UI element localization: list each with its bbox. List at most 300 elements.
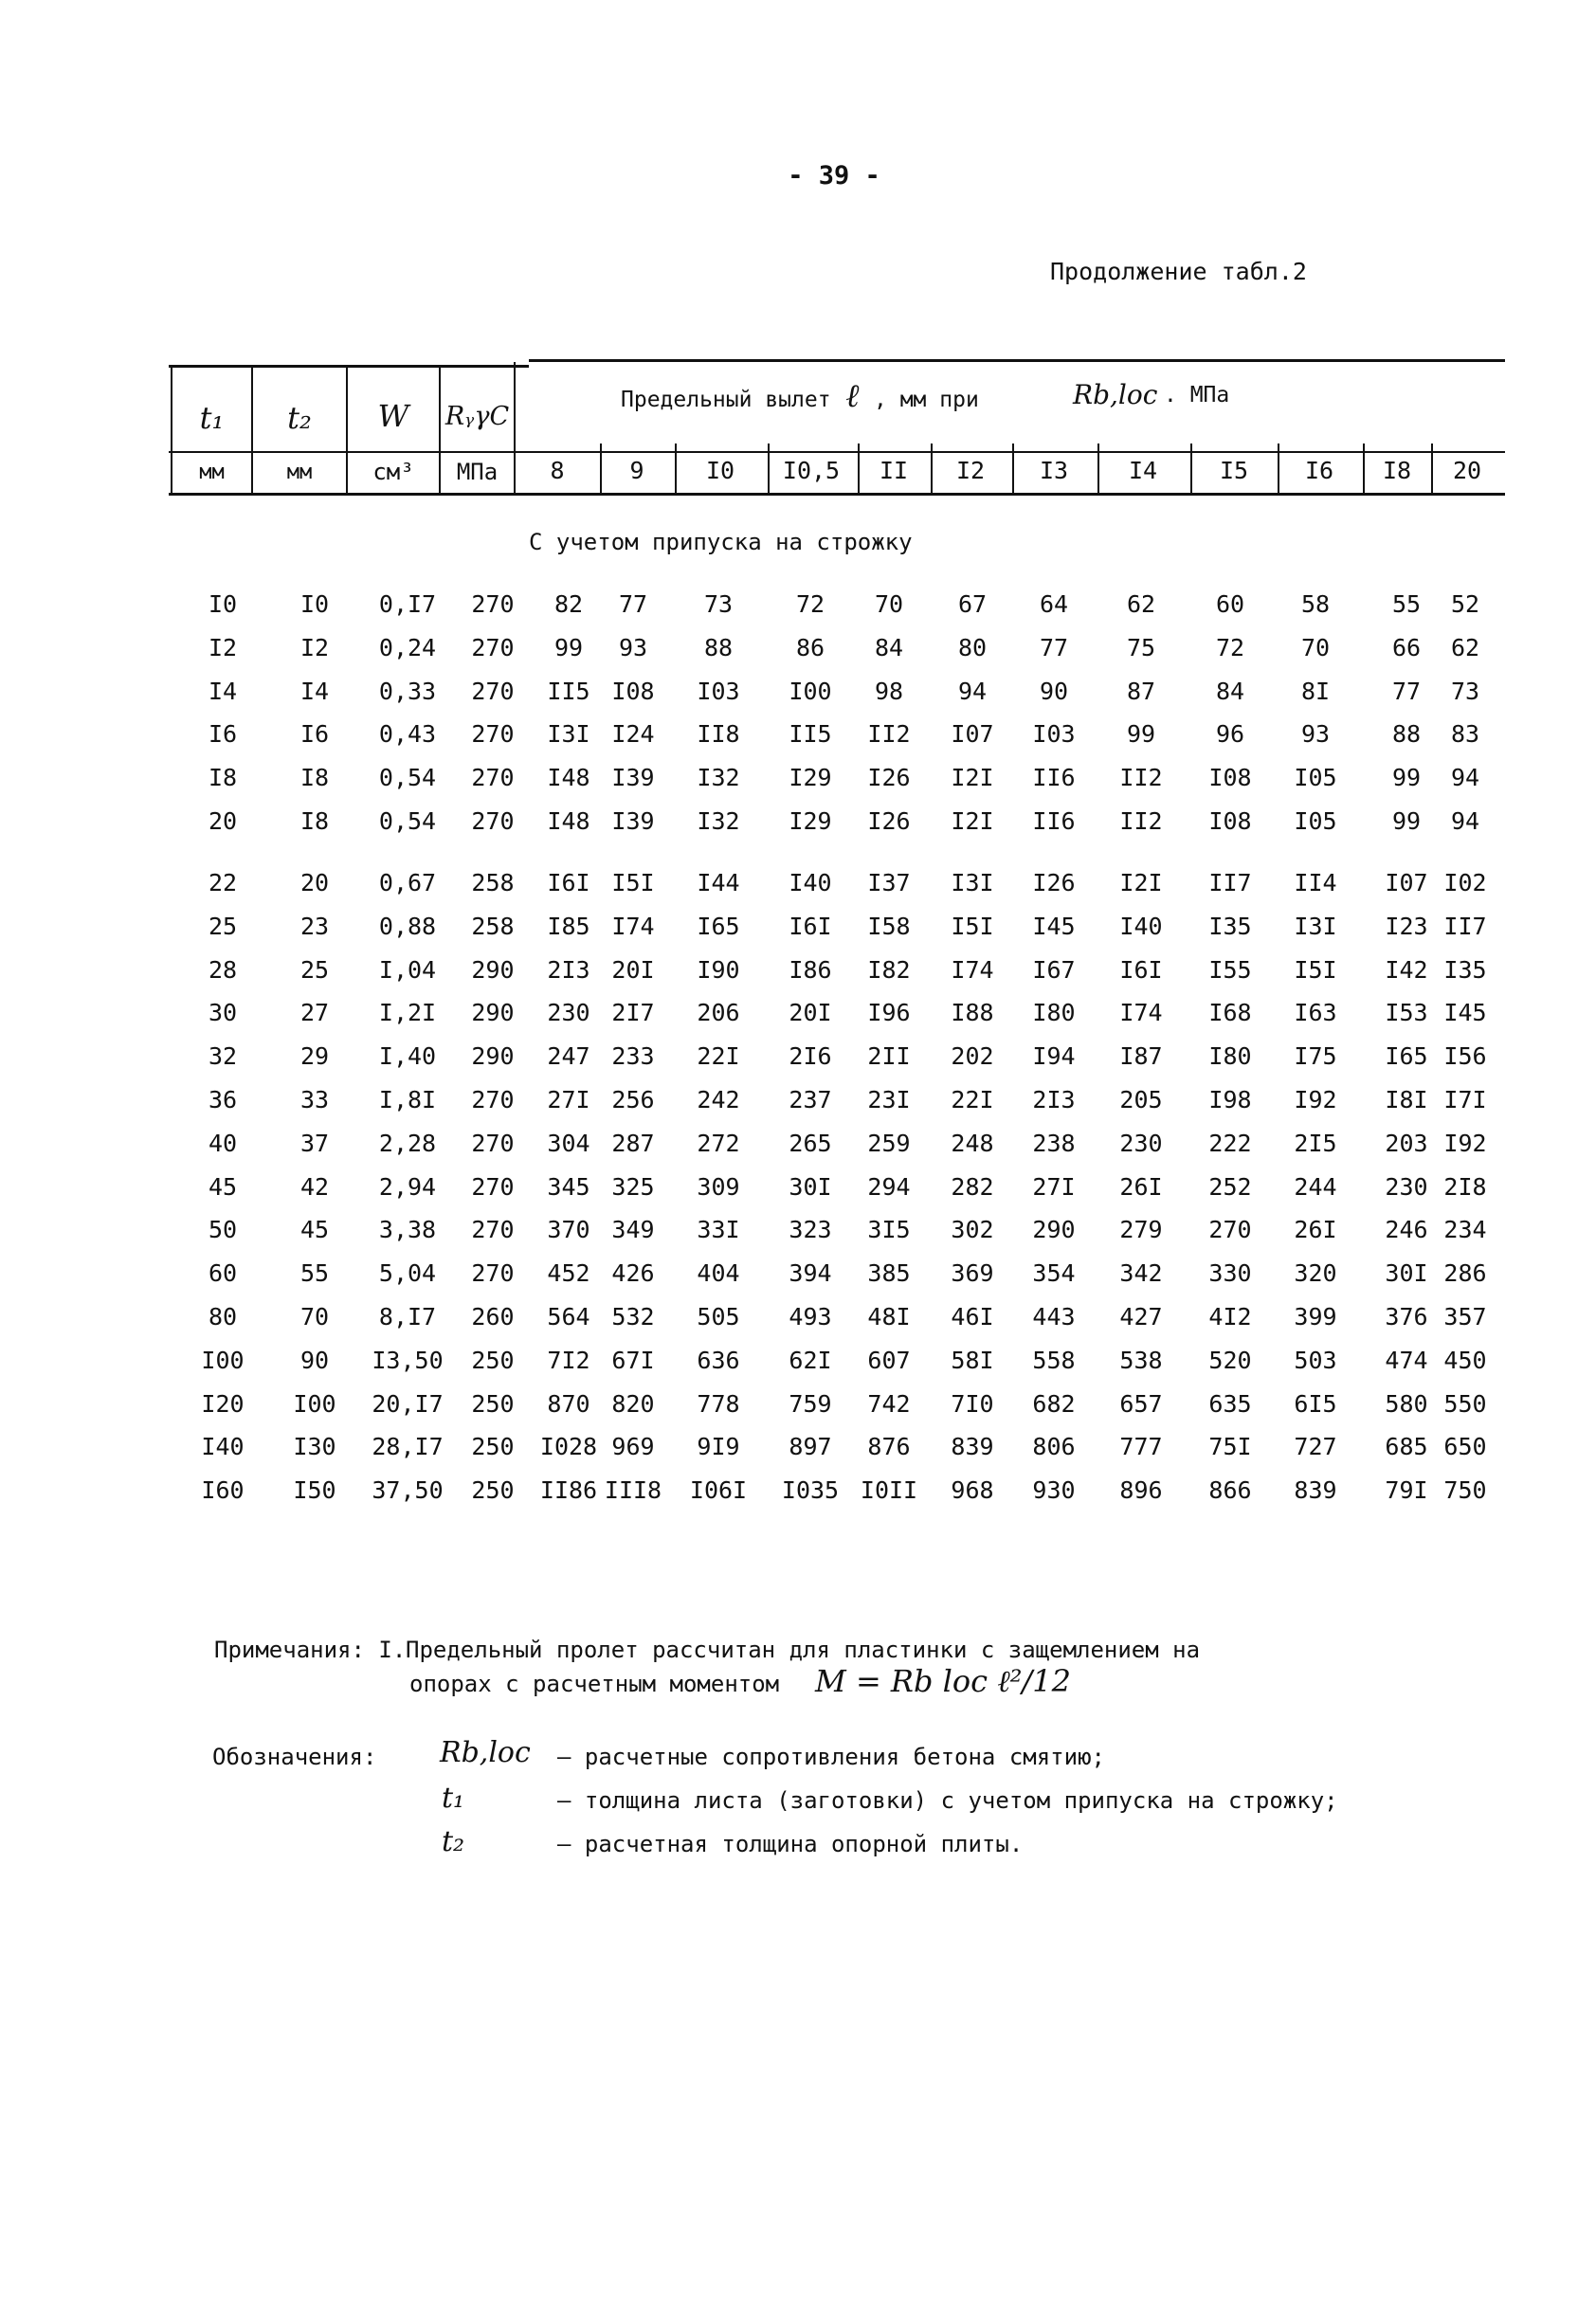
- page-number: - 39 -: [788, 161, 880, 190]
- table-cell: 23I: [867, 1086, 911, 1113]
- limit-title-prefix: Предельный вылет: [621, 388, 831, 412]
- table-cell: 265: [789, 1129, 832, 1157]
- table-cell: 806: [1032, 1433, 1076, 1461]
- table-cell: I03: [1032, 720, 1076, 749]
- table-cell: 349: [611, 1216, 655, 1244]
- table-cell: I42: [1385, 955, 1428, 984]
- table-cell: I6I: [789, 912, 832, 940]
- table-cell: 75: [1126, 633, 1156, 661]
- table-cell: 820: [611, 1389, 655, 1418]
- table-row: [0, 1385, 1596, 1423]
- table-cell: 98: [874, 677, 904, 705]
- table-cell: I40: [789, 869, 832, 896]
- table-cell: I48: [547, 807, 590, 835]
- table-cell: 99: [1391, 764, 1422, 792]
- table-cell: 2I7: [611, 999, 655, 1027]
- table-cell: I08: [1208, 807, 1252, 835]
- table-cell: I20: [201, 1389, 245, 1418]
- header-w-unit: см³: [372, 459, 414, 485]
- table-cell: 52: [1450, 590, 1480, 618]
- table-cell: 866: [1208, 1476, 1252, 1505]
- table-cell: 270: [471, 720, 515, 749]
- table-cell: I00: [293, 1389, 336, 1418]
- table-cell: 99: [553, 633, 584, 661]
- table-row: [0, 1125, 1596, 1163]
- table-cell: II7: [1443, 912, 1487, 940]
- table-cell: I94: [1032, 1042, 1076, 1071]
- table-cell: 202: [951, 1042, 994, 1071]
- table-cell: I6I: [1119, 955, 1163, 984]
- table-cell: 750: [1443, 1476, 1487, 1505]
- header-subcol-rule: [675, 443, 677, 495]
- table-cell: 36: [208, 1086, 238, 1113]
- table-cell: I48: [547, 764, 590, 792]
- table-cell: 20,I7: [372, 1389, 444, 1418]
- table-cell: 270: [471, 677, 515, 705]
- table-cell: 246: [1385, 1216, 1428, 1244]
- table-row: [0, 864, 1596, 902]
- table-cell: 29: [299, 1042, 330, 1071]
- table-cell: I0II: [860, 1476, 918, 1505]
- table-cell: 96: [1215, 720, 1245, 749]
- table-cell: II6: [1032, 807, 1076, 835]
- table-cell: I0: [208, 590, 238, 618]
- table-cell: 256: [611, 1086, 655, 1113]
- table-cell: 505: [697, 1303, 740, 1330]
- rb-value-header: I4: [1128, 457, 1158, 484]
- table-cell: 270: [471, 807, 515, 835]
- table-cell: 28: [208, 955, 238, 984]
- table-cell: 250: [471, 1346, 515, 1374]
- header-top-rule: [169, 365, 529, 368]
- table-cell: I3I: [1294, 912, 1337, 940]
- table-cell: 237: [789, 1086, 832, 1113]
- legend-symbol-rb: Rb,loc: [440, 1736, 531, 1769]
- legend-text-t2: – расчетная толщина опорной плиты.: [557, 1831, 1024, 1857]
- table-cell: 7I2: [547, 1346, 590, 1374]
- table-cell: 0,54: [378, 807, 437, 835]
- table-cell: I08: [1208, 764, 1252, 792]
- table-cell: 2I6: [789, 1042, 832, 1071]
- table-cell: 80: [957, 633, 988, 661]
- table-cell: I3I: [951, 869, 994, 896]
- table-cell: I80: [1032, 999, 1076, 1027]
- table-cell: 270: [471, 633, 515, 661]
- table-cell: 0,54: [378, 764, 437, 792]
- header-t1-symbol: t₁: [199, 400, 225, 436]
- rb-value-header: II: [879, 457, 909, 484]
- table-cell: I4: [299, 677, 330, 705]
- table-cell: 968: [951, 1476, 994, 1505]
- table-cell: 0,43: [378, 720, 437, 749]
- notes-label: Примечания: I.: [214, 1637, 407, 1663]
- table-cell: 83: [1450, 720, 1480, 749]
- table-cell: 309: [697, 1172, 740, 1201]
- table-cell: 580: [1385, 1389, 1428, 1418]
- table-cell: 404: [697, 1259, 740, 1288]
- table-cell: 258: [471, 912, 515, 940]
- table-cell: 520: [1208, 1346, 1252, 1374]
- table-cell: I00: [201, 1346, 245, 1374]
- table-cell: 26I: [1119, 1172, 1163, 1201]
- table-cell: 48I: [867, 1303, 911, 1330]
- table-cell: 46I: [951, 1303, 994, 1330]
- table-cell: 287: [611, 1129, 655, 1157]
- table-cell: 73: [1450, 677, 1480, 705]
- table-cell: 37,50: [372, 1476, 444, 1505]
- table-cell: 238: [1032, 1129, 1076, 1157]
- rb-value-header: I3: [1039, 457, 1069, 484]
- table-cell: 270: [471, 764, 515, 792]
- table-cell: II6: [1032, 764, 1076, 792]
- table-cell: 777: [1119, 1433, 1163, 1461]
- table-cell: 323: [789, 1216, 832, 1244]
- table-cell: 94: [1450, 807, 1480, 835]
- section-title: С учетом припуска на строжку: [529, 529, 913, 555]
- table-cell: 342: [1119, 1259, 1163, 1288]
- table-cell: 94: [1450, 764, 1480, 792]
- table-cell: I98: [1208, 1086, 1252, 1113]
- moment-formula: M = Rb loc ℓ²/12: [815, 1663, 1071, 1699]
- rb-value-header: 20: [1452, 457, 1482, 484]
- table-cell: I56: [1443, 1042, 1487, 1071]
- header-t2-symbol: t₂: [287, 400, 312, 436]
- table-cell: I68: [1208, 999, 1252, 1027]
- header-subcol-rule: [768, 443, 770, 495]
- table-cell: 252: [1208, 1172, 1252, 1201]
- table-cell: II8: [697, 720, 740, 749]
- table-cell: 230: [1385, 1172, 1428, 1201]
- header-top-rule-right: [529, 359, 1505, 362]
- header-bottom-rule: [169, 493, 1505, 496]
- table-cell: I85: [547, 912, 590, 940]
- table-cell: 394: [789, 1259, 832, 1288]
- table-cell: 0,I7: [378, 590, 437, 618]
- table-cell: 242: [697, 1086, 740, 1113]
- table-cell: 474: [1385, 1346, 1428, 1374]
- table-row: [0, 1081, 1596, 1119]
- table-cell: 25: [299, 955, 330, 984]
- table-cell: I29: [789, 807, 832, 835]
- table-cell: 930: [1032, 1476, 1076, 1505]
- legend-symbol-t1: t₁: [442, 1782, 465, 1815]
- table-cell: 270: [471, 590, 515, 618]
- table-cell: 22I: [951, 1086, 994, 1113]
- table-cell: 90: [1039, 677, 1069, 705]
- table-cell: I5I: [611, 869, 655, 896]
- table-cell: I2I: [951, 807, 994, 835]
- table-cell: 354: [1032, 1259, 1076, 1288]
- table-row: [0, 1472, 1596, 1510]
- table-cell: I65: [1385, 1042, 1428, 1071]
- table-row: [0, 1255, 1596, 1293]
- table-row: [0, 1342, 1596, 1380]
- table-cell: 897: [789, 1433, 832, 1461]
- table-cell: 427: [1119, 1303, 1163, 1330]
- table-cell: 72: [795, 590, 825, 618]
- table-cell: 369: [951, 1259, 994, 1288]
- table-cell: 258: [471, 869, 515, 896]
- table-cell: 248: [951, 1129, 994, 1157]
- table-row: [0, 1168, 1596, 1206]
- table-cell: 80: [208, 1303, 238, 1330]
- table-cell: 839: [951, 1433, 994, 1461]
- table-cell: 88: [1391, 720, 1422, 749]
- header-subcol-rule: [1190, 443, 1192, 495]
- table-cell: I39: [611, 764, 655, 792]
- table-cell: I75: [1294, 1042, 1337, 1071]
- table-cell: I8I: [1385, 1086, 1428, 1113]
- table-cell: I96: [867, 999, 911, 1027]
- table-cell: II4: [1294, 869, 1337, 896]
- table-cell: I23: [1385, 912, 1428, 940]
- rb-value-header: I2: [955, 457, 986, 484]
- table-row: [0, 803, 1596, 841]
- table-cell: 550: [1443, 1389, 1487, 1418]
- table-cell: 60: [1215, 590, 1245, 618]
- table-cell: 93: [1300, 720, 1331, 749]
- table-cell: I50: [293, 1476, 336, 1505]
- table-cell: I29: [789, 764, 832, 792]
- table-cell: 6I5: [1294, 1389, 1337, 1418]
- header-subcol-rule: [1012, 443, 1014, 495]
- table-cell: 2I5: [1294, 1129, 1337, 1157]
- table-cell: 376: [1385, 1303, 1428, 1330]
- table-cell: 260: [471, 1303, 515, 1330]
- table-cell: 94: [957, 677, 988, 705]
- table-cell: 55: [1391, 590, 1422, 618]
- table-row: [0, 629, 1596, 667]
- table-cell: 62: [1450, 633, 1480, 661]
- table-cell: I,40: [378, 1042, 437, 1071]
- table-row: [0, 908, 1596, 946]
- table-cell: I53: [1385, 999, 1428, 1027]
- table-cell: 450: [1443, 1346, 1487, 1374]
- table-cell: 27I: [547, 1086, 590, 1113]
- table-cell: 493: [789, 1303, 832, 1330]
- table-cell: 532: [611, 1303, 655, 1330]
- table-cell: II2: [867, 720, 911, 749]
- table-cell: 75I: [1208, 1433, 1252, 1461]
- table-cell: 2II: [867, 1042, 911, 1071]
- table-cell: 270: [471, 1259, 515, 1288]
- table-cell: 682: [1032, 1389, 1076, 1418]
- table-cell: 282: [951, 1172, 994, 1201]
- table-cell: I8: [299, 764, 330, 792]
- table-cell: 70: [299, 1303, 330, 1330]
- table-cell: 270: [471, 1216, 515, 1244]
- table-cell: 270: [471, 1086, 515, 1113]
- table-cell: 426: [611, 1259, 655, 1288]
- table-cell: 0,88: [378, 912, 437, 940]
- table-cell: 839: [1294, 1476, 1337, 1505]
- table-cell: 564: [547, 1303, 590, 1330]
- table-cell: 0,33: [378, 677, 437, 705]
- table-cell: I3I: [547, 720, 590, 749]
- table-cell: I2: [299, 633, 330, 661]
- table-cell: 234: [1443, 1216, 1487, 1244]
- header-col-rule: [514, 362, 516, 495]
- table-cell: I07: [1385, 869, 1428, 896]
- header-subcol-rule: [1278, 443, 1279, 495]
- rb-value-header: I0: [705, 457, 735, 484]
- table-cell: I,2I: [378, 999, 437, 1027]
- table-cell: I5I: [951, 912, 994, 940]
- table-cell: 20: [299, 869, 330, 896]
- table-cell: II2: [1119, 764, 1163, 792]
- table-cell: 84: [874, 633, 904, 661]
- table-cell: 27: [299, 999, 330, 1027]
- header-mid-rule: [169, 451, 1505, 453]
- table-cell: 70: [1300, 633, 1331, 661]
- table-cell: 727: [1294, 1433, 1337, 1461]
- table-cell: I86: [789, 955, 832, 984]
- table-cell: II2: [1119, 807, 1163, 835]
- table-cell: II86: [539, 1476, 598, 1505]
- table-cell: II7: [1208, 869, 1252, 896]
- table-cell: III8: [604, 1476, 662, 1505]
- table-cell: I6: [299, 720, 330, 749]
- table-cell: 86: [795, 633, 825, 661]
- table-cell: 5,04: [378, 1259, 437, 1288]
- table-cell: I3,50: [372, 1346, 444, 1374]
- table-cell: 3I5: [867, 1216, 911, 1244]
- table-cell: 22I: [697, 1042, 740, 1071]
- table-cell: 969: [611, 1433, 655, 1461]
- table-cell: I7I: [1443, 1086, 1487, 1113]
- table-row: [0, 586, 1596, 624]
- table-cell: 250: [471, 1433, 515, 1461]
- header-w-symbol: W: [377, 398, 409, 434]
- table-row: [0, 1298, 1596, 1336]
- table-cell: 64: [1039, 590, 1069, 618]
- table-cell: 279: [1119, 1216, 1163, 1244]
- table-cell: 259: [867, 1129, 911, 1157]
- table-cell: 90: [299, 1346, 330, 1374]
- table-cell: 286: [1443, 1259, 1487, 1288]
- table-cell: 58I: [951, 1346, 994, 1374]
- table-cell: 7I0: [951, 1389, 994, 1418]
- table-cell: 55: [299, 1259, 330, 1288]
- table-cell: 42: [299, 1172, 330, 1201]
- table-cell: 685: [1385, 1433, 1428, 1461]
- table-cell: 77: [1391, 677, 1422, 705]
- table-cell: I2: [208, 633, 238, 661]
- table-cell: I26: [867, 764, 911, 792]
- table-cell: I39: [611, 807, 655, 835]
- table-cell: I82: [867, 955, 911, 984]
- table-cell: I,04: [378, 955, 437, 984]
- table-cell: 22: [208, 869, 238, 896]
- table-cell: 67I: [611, 1346, 655, 1374]
- table-cell: 247: [547, 1042, 590, 1071]
- table-cell: 20: [208, 807, 238, 835]
- table-row: [0, 715, 1596, 753]
- table-cell: 33I: [697, 1216, 740, 1244]
- table-cell: I35: [1208, 912, 1252, 940]
- table-cell: 30: [208, 999, 238, 1027]
- table-cell: I6I: [547, 869, 590, 896]
- table-cell: I06I: [689, 1476, 748, 1505]
- table-cell: I6: [208, 720, 238, 749]
- table-cell: 79I: [1385, 1476, 1428, 1505]
- table-cell: I87: [1119, 1042, 1163, 1071]
- table-cell: 30I: [789, 1172, 832, 1201]
- table-cell: I32: [697, 807, 740, 835]
- table-cell: 62I: [789, 1346, 832, 1374]
- table-cell: I60: [201, 1476, 245, 1505]
- table-cell: I5I: [1294, 955, 1337, 984]
- legend-text-t1: – толщина листа (заготовки) с учетом припуска на строжку;: [557, 1787, 1338, 1814]
- table-cell: 230: [1119, 1129, 1163, 1157]
- table-row: [0, 1038, 1596, 1076]
- table-cell: 2,94: [378, 1172, 437, 1201]
- table-cell: I26: [867, 807, 911, 835]
- table-cell: I44: [697, 869, 740, 896]
- table-cell: 37: [299, 1129, 330, 1157]
- table-cell: 2,28: [378, 1129, 437, 1157]
- table-cell: 82: [553, 590, 584, 618]
- rb-value-header: 9: [629, 457, 644, 484]
- table-cell: 58: [1300, 590, 1331, 618]
- limit-symbol: ℓ: [845, 377, 860, 415]
- table-cell: 3,38: [378, 1216, 437, 1244]
- table-cell: I8: [299, 807, 330, 835]
- table-cell: 0,67: [378, 869, 437, 896]
- table-cell: 222: [1208, 1129, 1252, 1157]
- table-cell: 33: [299, 1086, 330, 1113]
- table-cell: 72: [1215, 633, 1245, 661]
- table-cell: 233: [611, 1042, 655, 1071]
- table-cell: 2I3: [1032, 1086, 1076, 1113]
- table-cell: I58: [867, 912, 911, 940]
- table-cell: 0,24: [378, 633, 437, 661]
- rb-value-header: I5: [1219, 457, 1249, 484]
- table-cell: 8,I7: [378, 1303, 437, 1330]
- table-cell: I74: [611, 912, 655, 940]
- table-cell: I45: [1032, 912, 1076, 940]
- table-cell: I92: [1294, 1086, 1337, 1113]
- table-cell: 778: [697, 1389, 740, 1418]
- table-cell: 99: [1126, 720, 1156, 749]
- legend-label: Обозначения:: [212, 1744, 377, 1770]
- table-cell: I00: [789, 677, 832, 705]
- table-cell: 657: [1119, 1389, 1163, 1418]
- table-row: [0, 951, 1596, 989]
- table-cell: I92: [1443, 1129, 1487, 1157]
- table-cell: I32: [697, 764, 740, 792]
- rb-value-header: I6: [1304, 457, 1334, 484]
- table-cell: 635: [1208, 1389, 1252, 1418]
- table-cell: I67: [1032, 955, 1076, 984]
- table-cell: 742: [867, 1389, 911, 1418]
- table-cell: I0: [299, 590, 330, 618]
- table-cell: 294: [867, 1172, 911, 1201]
- table-row: [0, 673, 1596, 711]
- table-cell: 66: [1391, 633, 1422, 661]
- table-cell: 399: [1294, 1303, 1337, 1330]
- header-subcol-rule: [1097, 443, 1099, 495]
- table-cell: 250: [471, 1476, 515, 1505]
- table-cell: I2I: [1119, 869, 1163, 896]
- table-row: [0, 759, 1596, 797]
- table-cell: 67: [957, 590, 988, 618]
- table-cell: 205: [1119, 1086, 1163, 1113]
- table-cell: 304: [547, 1129, 590, 1157]
- table-cell: I37: [867, 869, 911, 896]
- table-cell: 23: [299, 912, 330, 940]
- limit-title-mid: , мм при: [874, 388, 979, 412]
